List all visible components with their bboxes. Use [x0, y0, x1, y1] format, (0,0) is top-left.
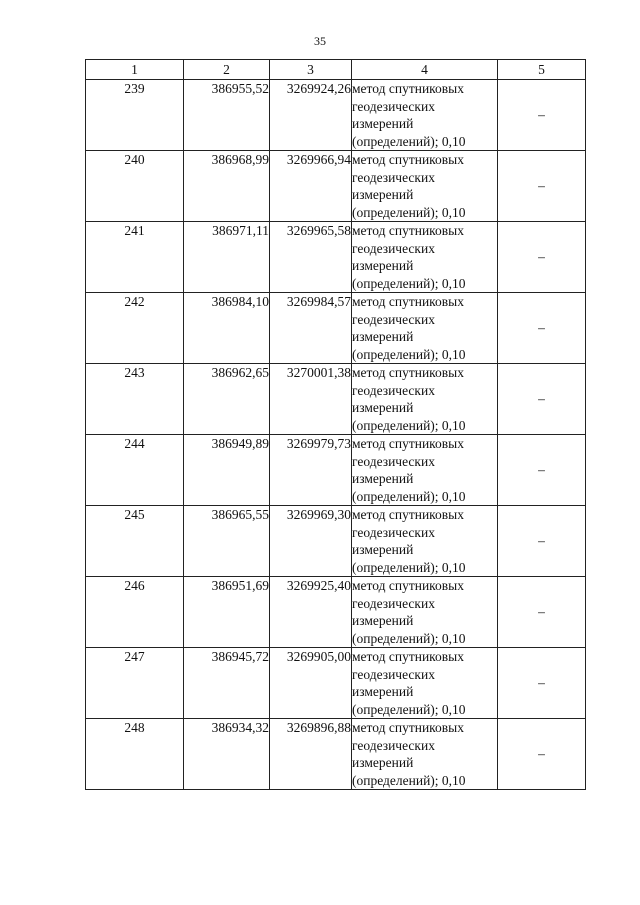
method-line: измерений [352, 684, 414, 699]
y-coordinate-cell: 3269896,88 [270, 719, 352, 790]
y-coordinate-cell: 3269925,40 [270, 577, 352, 648]
point-number-cell: 243 [86, 364, 184, 435]
point-number-cell: 246 [86, 577, 184, 648]
description-cell: – [498, 719, 586, 790]
point-number-cell: 240 [86, 151, 184, 222]
description-cell: – [498, 293, 586, 364]
method-cell [352, 719, 498, 790]
method-line: (определений); 0,10 [352, 772, 466, 788]
method-cell [352, 435, 498, 506]
method-line: геодезических [352, 311, 435, 327]
header-col-4: 4 [352, 60, 498, 80]
method-line: геодезических [352, 382, 435, 398]
page-number: 35 [314, 34, 326, 48]
y-coordinate-cell: 3269905,00 [270, 648, 352, 719]
method-line: измерений [352, 258, 414, 273]
table-row [86, 151, 586, 222]
header-col-1: 1 [86, 60, 184, 80]
y-coordinate-cell: 3269984,57 [270, 293, 352, 364]
description-cell: – [498, 435, 586, 506]
method-cell [352, 80, 498, 151]
method-line: метод спутниковых [352, 152, 464, 167]
method-cell [352, 506, 498, 577]
method-line: измерений [352, 116, 414, 131]
method-line: метод спутниковых [352, 436, 464, 451]
method-cell [352, 293, 498, 364]
method-line: (определений); 0,10 [352, 204, 466, 220]
table-header-row [86, 60, 586, 80]
method-line: геодезических [352, 524, 435, 540]
point-number-cell: 241 [86, 222, 184, 293]
x-coordinate-cell: 386949,89 [184, 435, 270, 506]
method-line: метод спутниковых [352, 294, 464, 309]
x-coordinate-cell: 386968,99 [184, 151, 270, 222]
table-row [86, 648, 586, 719]
method-line: геодезических [352, 169, 435, 185]
method-cell [352, 364, 498, 435]
point-number-cell: 244 [86, 435, 184, 506]
header-col-3: 3 [270, 60, 352, 80]
method-line: (определений); 0,10 [352, 133, 466, 149]
point-number-cell: 247 [86, 648, 184, 719]
method-cell [352, 222, 498, 293]
method-line: метод спутниковых [352, 720, 464, 735]
table-row [86, 719, 586, 790]
description-cell: – [498, 151, 586, 222]
y-coordinate-cell: 3269969,30 [270, 506, 352, 577]
table-row [86, 222, 586, 293]
header-col-5: 5 [498, 60, 586, 80]
y-coordinate-cell: 3270001,38 [270, 364, 352, 435]
table-row [86, 577, 586, 648]
method-line: (определений); 0,10 [352, 346, 466, 362]
table-row [86, 293, 586, 364]
x-coordinate-cell: 386962,65 [184, 364, 270, 435]
method-line: измерений [352, 400, 414, 415]
description-cell: – [498, 577, 586, 648]
method-cell [352, 648, 498, 719]
method-line: метод спутниковых [352, 578, 464, 593]
table-row [86, 80, 586, 151]
method-line: метод спутниковых [352, 507, 464, 522]
table-row [86, 364, 586, 435]
point-number-cell: 239 [86, 80, 184, 151]
x-coordinate-cell: 386945,72 [184, 648, 270, 719]
point-number-cell: 242 [86, 293, 184, 364]
x-coordinate-cell: 386984,10 [184, 293, 270, 364]
x-coordinate-cell: 386951,69 [184, 577, 270, 648]
method-line: измерений [352, 613, 414, 628]
table-row [86, 506, 586, 577]
x-coordinate-cell: 386971,11 [184, 222, 270, 293]
description-cell: – [498, 80, 586, 151]
y-coordinate-cell: 3269965,58 [270, 222, 352, 293]
method-line: (определений); 0,10 [352, 275, 466, 291]
method-line: геодезических [352, 98, 435, 114]
description-cell: – [498, 506, 586, 577]
description-cell: – [498, 648, 586, 719]
table-body [86, 80, 586, 790]
description-cell: – [498, 222, 586, 293]
method-line: метод спутниковых [352, 81, 464, 96]
method-line: (определений); 0,10 [352, 488, 466, 504]
method-line: геодезических [352, 453, 435, 469]
method-line: измерений [352, 329, 414, 344]
method-line: (определений); 0,10 [352, 417, 466, 433]
method-line: геодезических [352, 737, 435, 753]
method-line: геодезических [352, 666, 435, 682]
x-coordinate-cell: 386965,55 [184, 506, 270, 577]
y-coordinate-cell: 3269924,26 [270, 80, 352, 151]
point-number-cell: 248 [86, 719, 184, 790]
method-line: измерений [352, 755, 414, 770]
method-line: метод спутниковых [352, 365, 464, 380]
method-line: измерений [352, 542, 414, 557]
method-cell [352, 151, 498, 222]
method-line: измерений [352, 471, 414, 486]
description-cell: – [498, 364, 586, 435]
method-line: геодезических [352, 240, 435, 256]
header-col-2: 2 [184, 60, 270, 80]
point-number-cell: 245 [86, 506, 184, 577]
method-line: метод спутниковых [352, 649, 464, 664]
method-line: измерений [352, 187, 414, 202]
y-coordinate-cell: 3269979,73 [270, 435, 352, 506]
table-row [86, 435, 586, 506]
method-line: (определений); 0,10 [352, 701, 466, 717]
x-coordinate-cell: 386955,52 [184, 80, 270, 151]
x-coordinate-cell: 386934,32 [184, 719, 270, 790]
method-line: метод спутниковых [352, 223, 464, 238]
method-cell [352, 577, 498, 648]
method-line: (определений); 0,10 [352, 559, 466, 575]
coordinates-table [85, 59, 586, 790]
y-coordinate-cell: 3269966,94 [270, 151, 352, 222]
method-line: геодезических [352, 595, 435, 611]
method-line: (определений); 0,10 [352, 630, 466, 646]
